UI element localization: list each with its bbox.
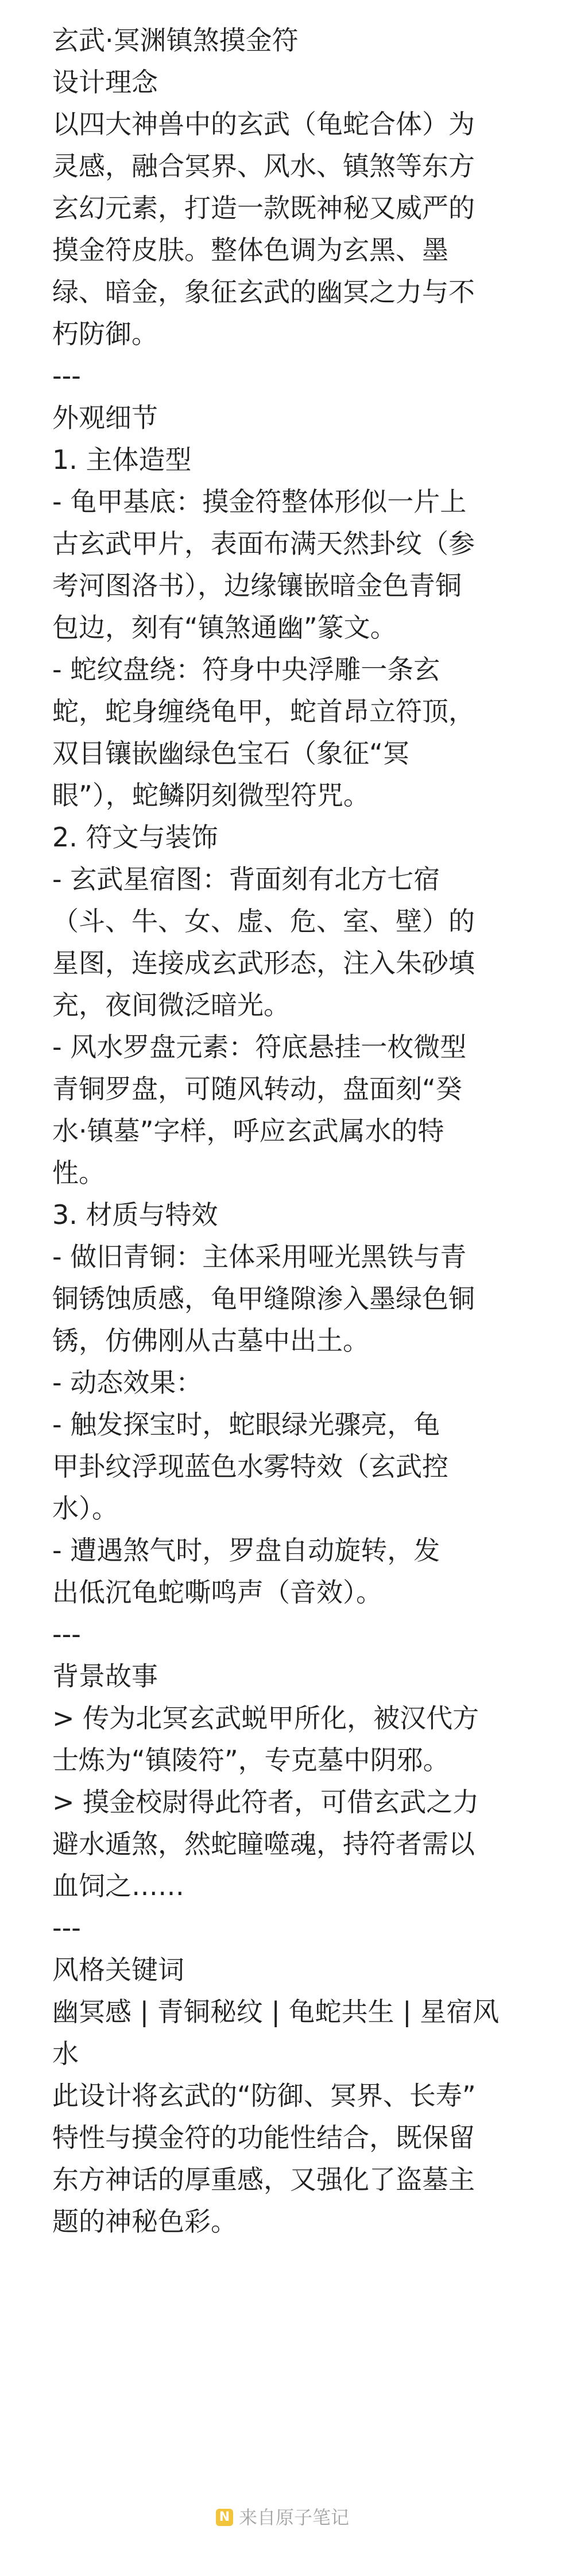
text-line: - 触发探宝时，蛇眼绿光骤亮，龟 — [52, 1409, 440, 1440]
text-line: 此设计将玄武的“防御、冥界、长寿” — [52, 2080, 476, 2111]
text-line: 特性与摸金符的功能性结合，既保留 — [52, 2122, 475, 2153]
source-text: 来自原子笔记 — [238, 2506, 349, 2528]
text-line: 星图，连接成玄武形态，注入朱砂填 — [52, 948, 475, 979]
source-footer — [0, 2506, 565, 2529]
text-line: 外观细节 — [52, 402, 158, 433]
note-body — [52, 20, 521, 2243]
text-line: 双目镶嵌幽绿色宝石（象征“冥 — [52, 738, 409, 769]
text-line: 灵感，融合冥界、风水、镇煞等东方 — [52, 151, 475, 182]
text-line: 性。 — [52, 1157, 105, 1188]
text-line: 3. 材质与特效 — [52, 1199, 218, 1230]
text-line: 血饲之…… — [52, 1870, 184, 1901]
text-line: 铜锈蚀质感，龟甲缝隙渗入墨绿色铜 — [52, 1283, 475, 1314]
text-line: 眼”），蛇鳞阴刻微型符咒。 — [52, 780, 370, 811]
text-line: 蛇，蛇身缠绕龟甲，蛇首昂立符顶， — [52, 696, 475, 727]
text-line: - 蛇纹盘绕：符身中央浮雕一条玄 — [52, 654, 440, 685]
text-line: 玄武·冥渊镇煞摸金符 — [52, 25, 299, 56]
text-line: 避水遁煞，然蛇瞳噬魂，持符者需以 — [52, 1828, 475, 1859]
text-line: - 龟甲基底：摸金符整体形似一片上 — [52, 486, 467, 517]
text-line: --- — [52, 1912, 81, 1943]
text-line: 考河图洛书），边缘镶嵌暗金色青铜 — [52, 570, 462, 601]
app-logo-icon: N — [216, 2509, 233, 2526]
text-line: 甲卦纹浮现蓝色水雾特效（玄武控 — [52, 1451, 448, 1482]
text-line: > 传为北冥玄武蜕甲所化，被汉代方 — [52, 1703, 479, 1734]
text-line: - 动态效果： — [52, 1367, 203, 1398]
text-line: - 风水罗盘元素：符底悬挂一枚微型 — [52, 1031, 467, 1062]
text-line: 1. 主体造型 — [52, 444, 192, 475]
text-line: 风格关键词 — [52, 1954, 184, 1985]
text-line: --- — [52, 360, 81, 391]
text-line: 士炼为“镇陵符”，专克墓中阴邪。 — [52, 1745, 450, 1776]
text-line: 背景故事 — [52, 1661, 158, 1692]
text-line: - 做旧青铜：主体采用哑光黑铁与青 — [52, 1241, 467, 1272]
text-line: 设计理念 — [52, 67, 158, 98]
text-line: 题的神秘色彩。 — [52, 2206, 237, 2237]
text-line: --- — [52, 1619, 81, 1650]
text-line: 摸金符皮肤。整体色调为玄黑、墨 — [52, 234, 448, 265]
text-line: 古玄武甲片，表面布满天然卦纹（参 — [52, 528, 475, 559]
text-line: 朽防御。 — [52, 318, 158, 349]
text-line: 水）。 — [52, 1493, 118, 1524]
text-line: - 玄武星宿图：背面刻有北方七宿 — [52, 864, 440, 895]
text-line: > 摸金校尉得此符者，可借玄武之力 — [52, 1786, 479, 1818]
text-line: 玄幻元素，打造一款既神秘又威严的 — [52, 192, 475, 224]
text-line: 2. 符文与装饰 — [52, 822, 218, 853]
text-line: 青铜罗盘，可随风转动，盘面刻“癸 — [52, 1073, 462, 1104]
text-line: 锈，仿佛刚从古墓中出土。 — [52, 1325, 369, 1356]
text-line: - 遭遇煞气时，罗盘自动旋转，发 — [52, 1535, 440, 1566]
text-line: 水 — [52, 2038, 79, 2069]
text-line: （斗、牛、女、虚、危、室、壁）的 — [52, 906, 475, 937]
text-line: 绿、暗金，象征玄武的幽冥之力与不 — [52, 276, 475, 307]
text-line: 水·镇墓”字样，呼应玄武属水的特 — [52, 1115, 444, 1146]
text-line: 出低沉龟蛇嘶鸣声（音效）。 — [52, 1577, 382, 1608]
text-line: 幽冥感 | 青铜秘纹 | 龟蛇共生 | 星宿风 — [52, 1996, 500, 2027]
text-line: 包边，刻有“镇煞通幽”篆文。 — [52, 612, 397, 643]
text-line: 东方神话的厚重感，又强化了盗墓主 — [52, 2164, 475, 2195]
text-line: 充，夜间微泛暗光。 — [52, 989, 290, 1021]
text-line: 以四大神兽中的玄武（龟蛇合体）为 — [52, 109, 475, 140]
